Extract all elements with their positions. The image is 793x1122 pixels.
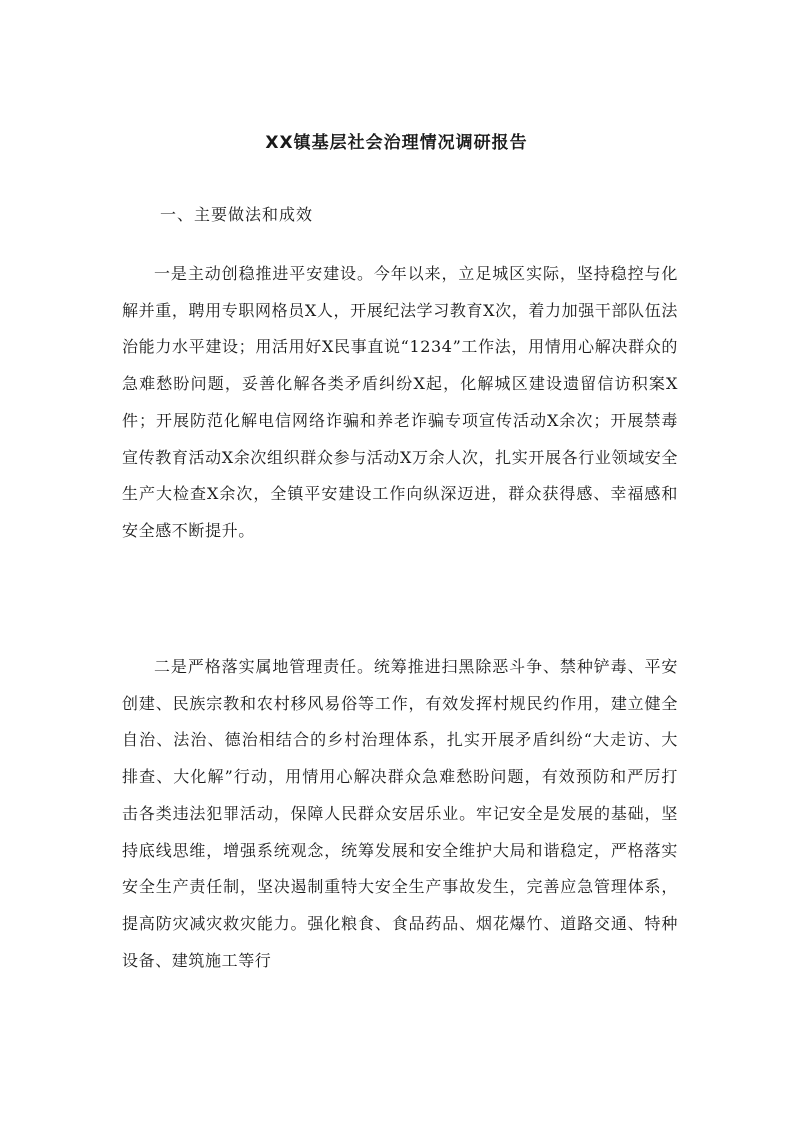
section-heading: 一、主要做法和成效 — [160, 205, 314, 224]
document-title: XX镇基层社会治理情况调研报告 — [265, 133, 528, 153]
paragraph-2: 二是严格落实属地管理责任。统筹推进扫黑除恶斗争、禁种铲毒、平安创建、民族宗教和农村移风易俗等工作，有效发挥村规民约作用，建立健全自治、法治、德治相结合的乡村治理体系，扎实开展矛盾纠纷“大走访、大排查、大化解”行动，用情用心解决群众急难愁盼问题，有效预防和严厉打击各类违法犯罪活动，保障人民群众安居乐业。牢记安全是发展的基础，坚持底线思维，增强系统观念，统筹发展和安全维护大局和谐稳定，严格落实安全生产责任制，坚决遏制重特大安全生产事故发生，完善应急管理体系，提高防灾减灾救灾能力。强化粮食、食品药品、烟花爆竹、道路交通、特种设备、建筑施工等行 — [122, 657, 678, 970]
paragraph-1: 一是主动创稳推进平安建设。今年以来，立足城区实际，坚持稳控与化解并重，聘用专职网格员X人，开展纪法学习教育X次，着力加强干部队伍法治能力水平建设；用活用好X民事直说“1234”工作法，用情用心解决群众的急难愁盼问题，妥善化解各类矛盾纠纷X起，化解城区建设遗留信访积案X件；开展防范化解电信网络诈骗和养老诈骗专项宣传活动X余次；开展禁毒宣传教育活动X余次组织群众参与活动X万余人次，扎实开展各行业领域安全生产大检查X余次，全镇平安建设工作向纵深迈进，群众获得感、幸福感和安全感不断提升。 — [122, 264, 678, 540]
